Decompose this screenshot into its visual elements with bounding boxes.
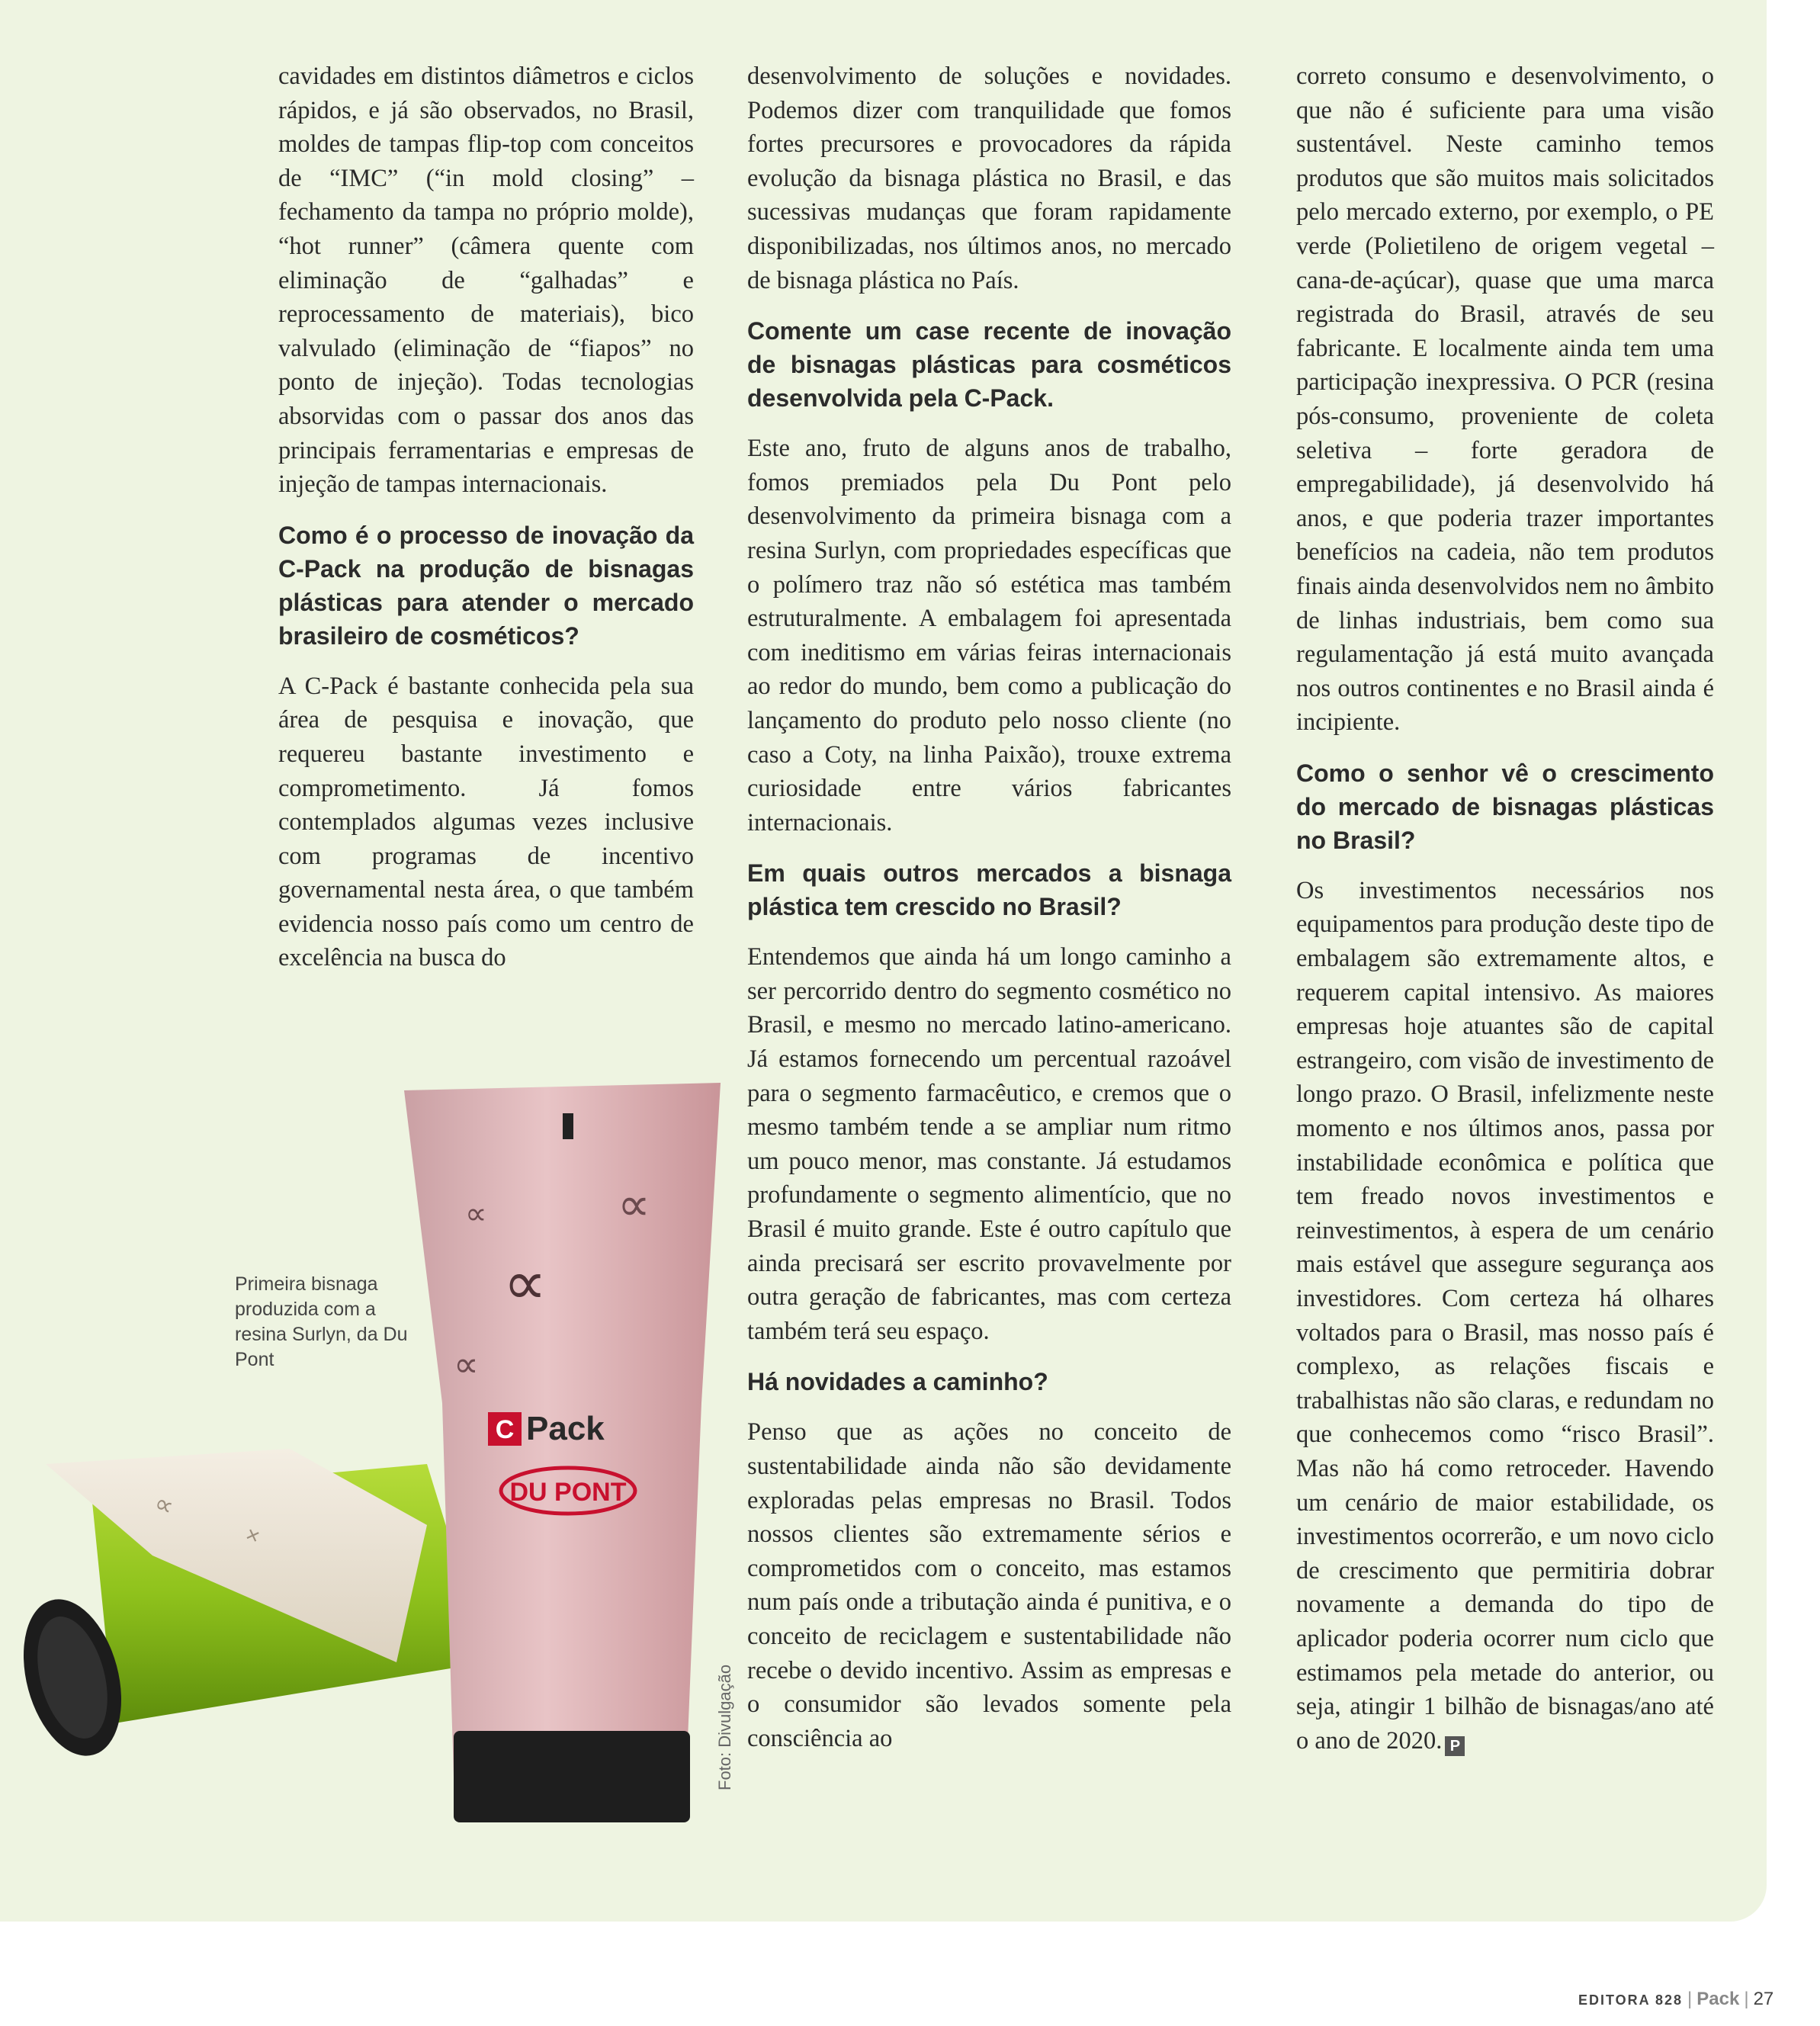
interview-question: Há novidades a caminho? [747, 1368, 1048, 1396]
svg-text:∝: ∝ [503, 1249, 547, 1317]
cpack-logo [488, 1410, 605, 1447]
magazine-name: Pack [1696, 1989, 1740, 2009]
article-column-3 [1296, 59, 1714, 1774]
article-paragraph: Penso que as ações no conceito de sustentabilidade ainda não são devidamente exploradas pelas empresas no Brasil. Todos nossos clientes são extremamente sérios e comprometidos com o conceito, mas estamos num país onde a tributação ainda é punitiva, e o conceito de reciclagem e sustentabilidade não recebe o devido incentivo. Assim as empresas e o consumidor são levados somente pela consciência ao [747, 1418, 1231, 1752]
svg-text:∝: ∝ [454, 1344, 479, 1384]
photo-credit: Foto: Divulgação [715, 1664, 734, 1790]
interview-question: Como é o processo de inovação da C-Pack na produção de bisnagas plásticas para atender o mercado brasileiro de cosméticos? [278, 521, 694, 650]
svg-text:×: × [242, 1521, 264, 1550]
footer-separator: | [1687, 1989, 1693, 2009]
interview-question: Como o senhor vê o crescimento do mercado de bisnagas plásticas no Brasil? [1296, 759, 1714, 854]
cpack-logo-text: Pack [526, 1410, 605, 1447]
end-of-article-icon: P [1445, 1736, 1465, 1756]
interview-question: Comente um case recente de inovação de bisnagas plásticas para cosméticos desenvolvida pela C-Pack. [747, 317, 1231, 413]
article-paragraph: cavidades em distintos diâmetros e ciclos rápidos, e já são observados, no Brasil, moldes de tampas flip-top com conceitos de “IMC” (“in mold closing” – fechamento da tampa no próprio molde), “hot runner” (câmera quente com eliminação de “galhadas” e reprocessamento de materiais), bico valvulado (eliminação de “fiapos” no ponto de injeção). Todas tecnologias absorvidas com o passar dos anos das principais ferramentarias e empresas de injeção de tampas internacionais. [278, 63, 694, 499]
publisher-name: EDITORA 828 [1578, 1992, 1684, 2008]
svg-text:∝: ∝ [150, 1488, 178, 1522]
article-paragraph: desenvolvimento de soluções e novidades. Podemos dizer com tranquilidade que fomos fortes precursores e provocadores da rápida evolução da bisnaga plástica no Brasil, e das sucessivas mudanças que foram rapidamente disponibilizadas, nos últimos anos, no mercado de bisnaga plástica no País. [747, 63, 1231, 294]
pink-tube [404, 1083, 721, 1822]
article-paragraph: Este ano, fruto de alguns anos de trabalho, fomos premiados pela Du Pont pelo desenvolvimento da primeira bisnaga com a resina Surlyn, com propriedades específicas que o polímero traz não só estética mas também estruturalmente. A embalagem foi apresentada com ineditismo em várias feiras internacionais ao redor do mundo, bem como a publicação do lançamento do produto pelo nosso cliente (no caso a Coty, na linha Paixão), trouxe extrema curiosidade entre vários fabricantes internacionais. [747, 435, 1231, 836]
svg-text:∝: ∝ [465, 1197, 487, 1231]
photo-caption: Primeira bisnaga produzida com a resina Surlyn, da Du Pont [235, 1273, 408, 1370]
page-number: 27 [1753, 1989, 1774, 2009]
article-paragraph-text: Os investimentos necessários nos equipamentos para produção deste tipo de embalagem são extremamente altos, e requerem capital intensivo. As maiores empresas hoje atuantes são de capital estrangeiro, com visão de investimento de longo prazo. O Brasil, infelizmente neste momento e nos últimos anos, passa por instabilidade econômica e política que tem freado novos investimentos e reinvestimentos, à espera de um cenário mais estável que assegure segurança aos investidores. Com certeza há olhares voltados para o Brasil, mas nosso país é complexo, as relações fiscais e trabalhistas não são claras, e redundam no que conhecemos como “risco Brasil”. Mas não há como retroceder. Havendo um cenário de maior estabilidade, os investimentos ocorrerão, e um novo ciclo de crescimento que permitiria dobrar novamente a demanda do tipo de aplicador poderia ocorrer num ciclo que estimamos pela metade do anterior, ou seja, atingir 1 bilhão de bisnagas/ano até o ano de 2020. [1296, 876, 1714, 1755]
article-paragraph: correto consumo e desenvolvimento, o que não é suficiente para uma visão sustentável. Neste caminho temos produtos que são muitos mais solicitados pelo mercado externo, por exemplo, o PE verde (Polietileno de origem vegetal – cana-de-açúcar), quase que uma marca registrada do Brasil, através de seu fabricante. E localmente ainda tem uma participação inexpressiva. O PCR (resina pós-consumo, proveniente de coleta seletiva – forte geradora de empregabilidade), já desenvolvido há anos, e que poderia trazer importantes benefícios na cadeia, não tem produtos finais ainda desenvolvidos nem no âmbito de linhas industriais, bem como sua regulamentação já está muito avançada nos outros continentes e no Brasil ainda é incipiente. [1296, 63, 1714, 737]
interview-question: Em quais outros mercados a bisnaga plástica tem crescido no Brasil? [747, 859, 1231, 921]
svg-text:∝: ∝ [618, 1179, 650, 1230]
article-column-1 [278, 59, 694, 992]
cpack-logo-text: C [495, 1415, 515, 1444]
article-paragraph [1296, 874, 1714, 1758]
article-paragraph: Entendemos que ainda há um longo caminho a ser percorrido dentro do segmento cosmético no Brasil, e mesmo no mercado latino-americano. Já estamos fornecendo um percentual razoável para o segmento farmacêutico, e cremos que o mesmo também tende a se ampliar num ritmo um pouco menor, mas constante. Já estudamos profundamente o segmento alimentício, que no Brasil é muito grande. Este é outro capítulo que ainda precisará ser escrito provavelmente por outra geração de fabricantes, mas com certeza também terá seu espaço. [747, 943, 1231, 1345]
article-column-2 [747, 59, 1231, 1772]
dupont-logo-text: DU PONT [509, 1478, 627, 1507]
page-footer [1578, 1989, 1773, 2010]
product-photo [0, 1068, 732, 1830]
footer-separator: | [1744, 1989, 1749, 2009]
article-paragraph: A C-Pack é bastante conhecida pela sua área de pesquisa e inovação, que requereu bastante investimento e comprometimento. Já fomos contemplados algumas vezes inclusive com programas de incentivo governamental nesta área, o que também evidencia nosso país como um centro de excelência na busca do [278, 672, 694, 972]
